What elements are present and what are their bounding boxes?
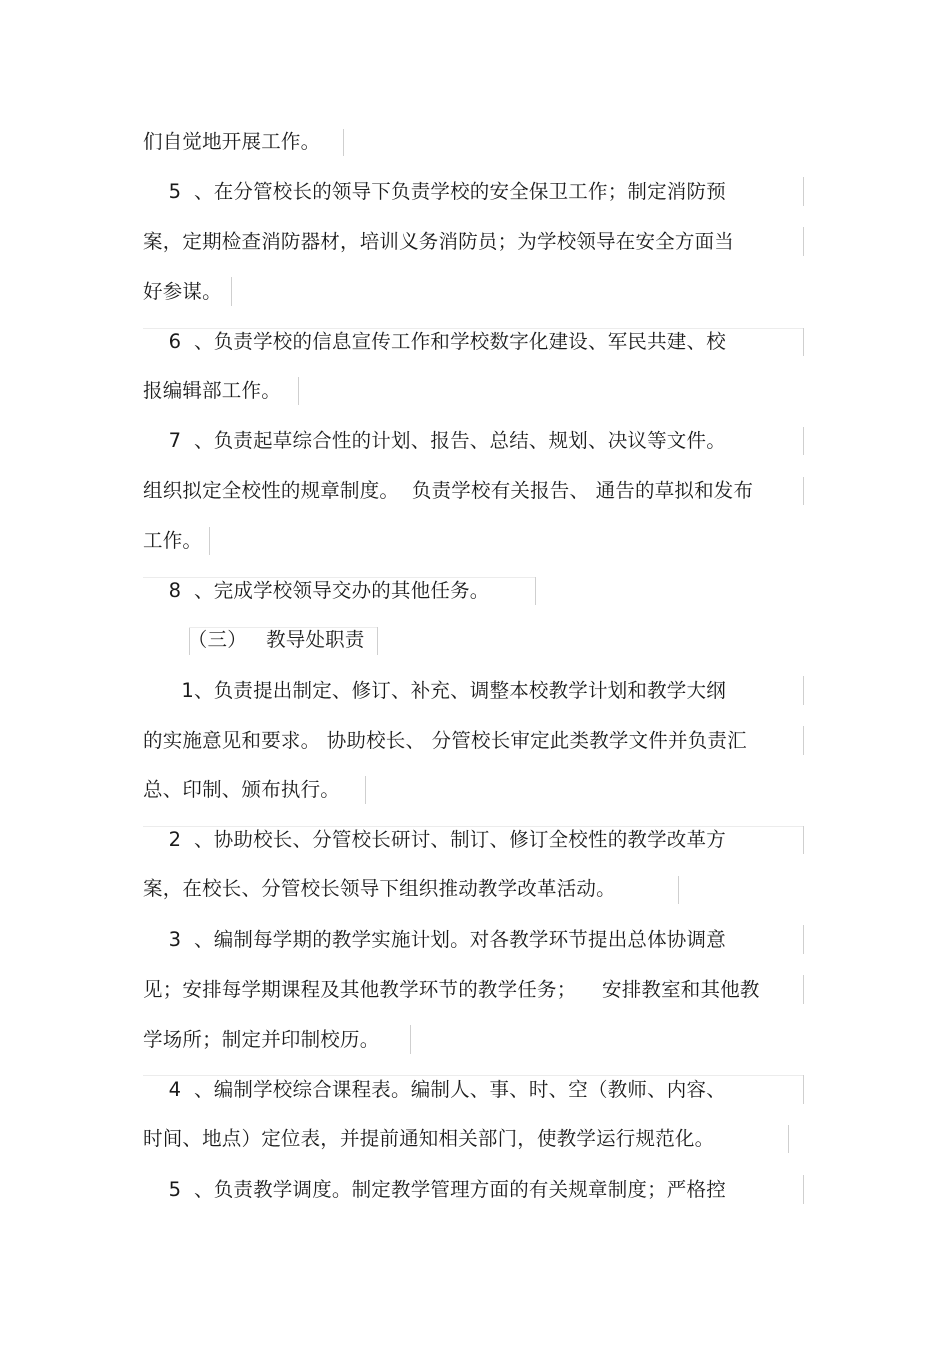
text-line: 案，定期检查消防器材，培训义务消防员；为学校领导在安全方面当 (143, 230, 735, 253)
line-marker (803, 427, 804, 455)
section-heading: （三） 教导处职责 (143, 628, 365, 651)
text-line: 工作。 (143, 529, 203, 552)
line-marker (410, 1025, 411, 1054)
line-marker (231, 277, 232, 306)
text-line: 见；安排每学期课程及其他教学环节的教学任务； 安排教室和其他教 (143, 978, 760, 1001)
line-marker (343, 129, 344, 156)
line-marker (803, 328, 804, 356)
text-line: 组织拟定全校性的规章制度。 负责学校有关报告、 通告的草拟和发布 (143, 479, 754, 502)
text-line: 3 、编制每学期的教学实施计划。对各教学环节提出总体协调意 (143, 928, 726, 951)
line-marker (298, 377, 299, 405)
text-line: 的实施意见和要求。 协助校长、 分管校长审定此类教学文件并负责汇 (143, 729, 747, 752)
line-marker (377, 627, 378, 655)
text-line: 们自觉地开展工作。 (143, 130, 321, 153)
text-line: 2 、协助校长、分管校长研讨、制订、修订全校性的教学改革方 (143, 828, 726, 851)
line-marker (678, 876, 679, 904)
text-line: 学场所；制定并印制校历。 (143, 1028, 380, 1051)
text-line: 5 、在分管校长的领导下负责学校的安全保卫工作；制定消防预 (143, 180, 726, 203)
text-line: 1、负责提出制定、修订、补充、调整本校教学计划和教学大纲 (143, 679, 726, 702)
line-marker (803, 1075, 804, 1104)
line-marker (788, 1125, 789, 1153)
line-marker (803, 1175, 804, 1204)
line-marker (209, 527, 210, 555)
text-line: 4 、编制学校综合课程表。编制人、事、时、空（教师、内容、 (143, 1078, 726, 1101)
text-line: 7 、负责起草综合性的计划、报告、总结、规划、决议等文件。 (143, 429, 726, 452)
line-marker (803, 925, 804, 954)
line-marker (803, 177, 804, 206)
text-line: 5 、负责教学调度。制定教学管理方面的有关规章制度；严格控 (143, 1178, 726, 1201)
line-marker (803, 227, 804, 256)
text-line: 6 、负责学校的信息宣传工作和学校数字化建设、军民共建、校 (143, 330, 726, 353)
text-line: 时间、地点）定位表，并提前通知相关部门，使教学运行规范化。 (143, 1127, 715, 1150)
line-marker (803, 477, 804, 505)
text-line: 报编辑部工作。 (143, 379, 281, 402)
text-line: 好参谋。 (143, 280, 222, 303)
text-line: 总、印制、颁布执行。 (143, 778, 341, 801)
line-marker (803, 676, 804, 705)
text-line: 案，在校长、分管校长领导下组织推动教学改革活动。 (143, 877, 616, 900)
text-line: 8 、完成学校领导交办的其他任务。 (143, 579, 490, 602)
line-marker (803, 726, 804, 755)
line-marker (365, 776, 366, 804)
line-marker (803, 826, 804, 854)
line-marker (803, 975, 804, 1004)
line-marker (535, 577, 536, 605)
